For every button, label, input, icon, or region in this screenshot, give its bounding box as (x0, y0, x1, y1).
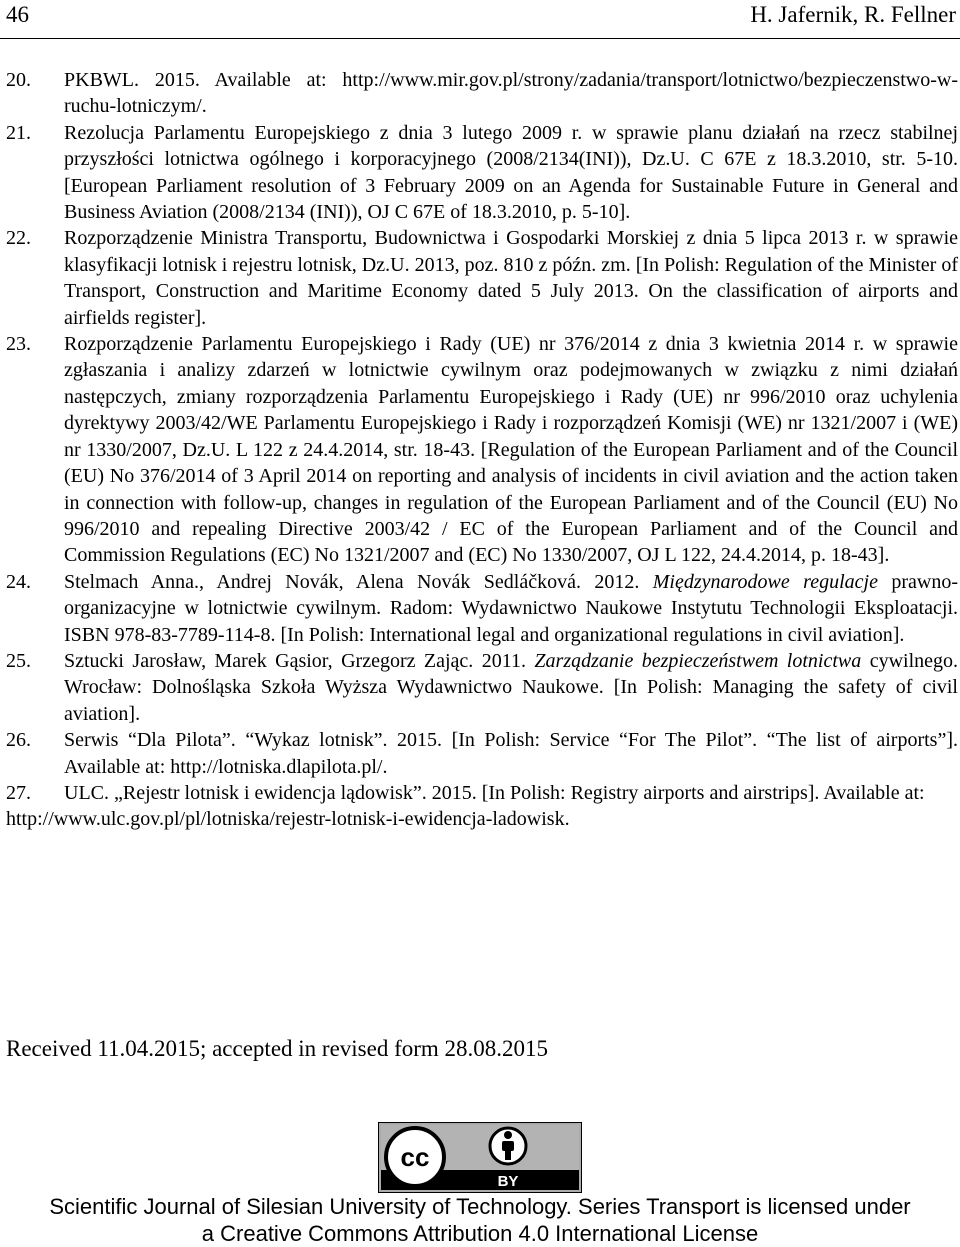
reference-item (0, 67, 960, 120)
header-rule (0, 38, 960, 39)
reference-number: 25. (6, 649, 31, 672)
reference-item (0, 331, 960, 569)
page-number: 46 (6, 2, 29, 27)
reference-title-italic: Zarządzanie bezpieczeństwem lotnictwa (534, 649, 862, 672)
reference-item (0, 225, 960, 331)
reference-number: 26. (6, 729, 31, 752)
reference-title-italic: Międzynarodowe regulacje (652, 570, 878, 593)
reference-item (0, 120, 960, 226)
reference-text: Serwis “Dla Pilota”. “Wykaz lotnisk”. 2015. [In Polish: Service “For The Pilot”. “The list of airports”]. Available at: http://lotniska.dlapilota.pl/. (64, 729, 958, 778)
license-line-1: Scientific Journal of Silesian University of Technology. Series Transport is licensed under (49, 1194, 911, 1219)
reference-number: 22. (6, 227, 31, 250)
reference-text: Rozporządzenie Ministra Transportu, Budownictwa i Gospodarki Morskiej z dnia 5 lipca 2013 r. w sprawie klasyfikacji lotnisk i rejestru lotnisk, Dz.U. 2013, poz. 810 z późn. zm. [In Polish: Regulation of the Minister of Transport, Construction and Maritime Economy dated 5 July 2013. On the classification of airports and airfields register]. (64, 227, 958, 329)
reference-item (0, 727, 960, 780)
running-head-authors: H. Jafernik, R. Fellner (750, 2, 956, 27)
received-dates: Received 11.04.2015; accepted in revised form 28.08.2015 (6, 1036, 549, 1061)
reference-item (0, 780, 960, 833)
reference-number: 20. (6, 69, 31, 91)
cc-by-label: BY (497, 1173, 519, 1190)
reference-item (0, 569, 960, 648)
page-header (0, 0, 960, 30)
reference-list (0, 67, 960, 833)
reference-url[interactable]: http://www.ulc.gov.pl/pl/lotniska/rejestr-lotnisk-i-ewidencja-ladowisk. (6, 808, 570, 831)
creative-commons-by-icon[interactable] (378, 1122, 582, 1193)
license-line-2[interactable]: a Creative Commons Attribution 4.0 International License (201, 1221, 759, 1246)
reference-text: Rezolucja Parlamentu Europejskiego z dnia 3 lutego 2009 r. w sprawie planu działań na rzecz stabilnej przyszłości lotnictwa ogólnego i korporacyjnego (2008/2134(INI)), Dz.U. C 67E z 18.3.2010, str. 5-10. [European Parliament resolution of 3 February 2009 on an Agenda for Sustainable Future in General and Business Aviation (2008/2134 (INI)), OJ C 67E of 18.3.2010, p. 5-10]. (64, 121, 958, 224)
reference-number: 27. (6, 781, 31, 804)
reference-number: 24. (6, 570, 31, 593)
reference-text: PKBWL. 2015. Available at: http://www.mir.gov.pl/strony/zadania/transport/lotnictwo/bezpieczenstwo-w-ruchu-lotniczym/. (64, 69, 958, 118)
reference-text: Stelmach Anna., Andrej Novák, Alena Novák Sedláčková. 2012. Międzynarodowe regulacje prawno-organizacyjne w lotnictwie cywilnym. Radom: Wydawnictwo Naukowe Instytutu Technologii Eksploatacji. ISBN 978-83-7789-114-8. [In Polish: International legal and organizational regulations in civil aviation]. (64, 570, 959, 646)
reference-number: 21. (6, 121, 31, 144)
reference-text: Sztucki Jarosław, Marek Gąsior, Grzegorz Zając. 2011. Zarządzanie bezpieczeństwem lotnictwa cywilnego. Wrocław: Dolnośląska Szkoła Wyższa Wydawnictwo Naukowe. [In Polish: Managing the safety of civil aviation]. (64, 649, 959, 725)
reference-number: 23. (6, 333, 31, 356)
reference-item (0, 648, 960, 727)
reference-text: ULC. „Rejestr lotnisk i ewidencja lądowisk”. 2015. [In Polish: Registry airports and airstrips]. Available at: http://www.ulc.gov.pl/pl/lotniska/rejestr-lotnisk-i-ewidencja-ladowisk. (64, 782, 958, 833)
license-statement (0, 1193, 960, 1247)
reference-text: Rozporządzenie Parlamentu Europejskiego i Rady (UE) nr 376/2014 z dnia 3 kwietnia 2014 r. w sprawie zgłaszania i analizy zdarzeń w lotnictwie cywilnym oraz podejmowanych w związku z nimi działań następczych, zmiany rozporządzenia Parlamentu Europejskiego i Rady (UE) nr 996/2010 oraz uchylenia dyrektywy 2003/42/WE Parlamentu Europejskiego i Rady i rozporządzeń Komisji (WE) nr 1321/2007 i (WE) nr 1330/2007, Dz.U. L 122 z 24.4.2014, str. 18-43. [Regulation of the European Parliament and of the Council (EU) No 376/2014 of 3 April 2014 on reporting and analysis of incidents in civil aviation and the action taken in connection with follow-up, changes in regulation of the European Parliament and of the Council (EU) No 996/2010 and repealing Directive 2003/42 / EC of the European Parliament and of the Council and Commission Regulations (EC) No 1321/2007 and (EC) No 1330/2007, OJ L 122, 24.4.2014, p. 18-43]. (64, 333, 958, 567)
svg-text:cc: cc (400, 1142, 430, 1172)
